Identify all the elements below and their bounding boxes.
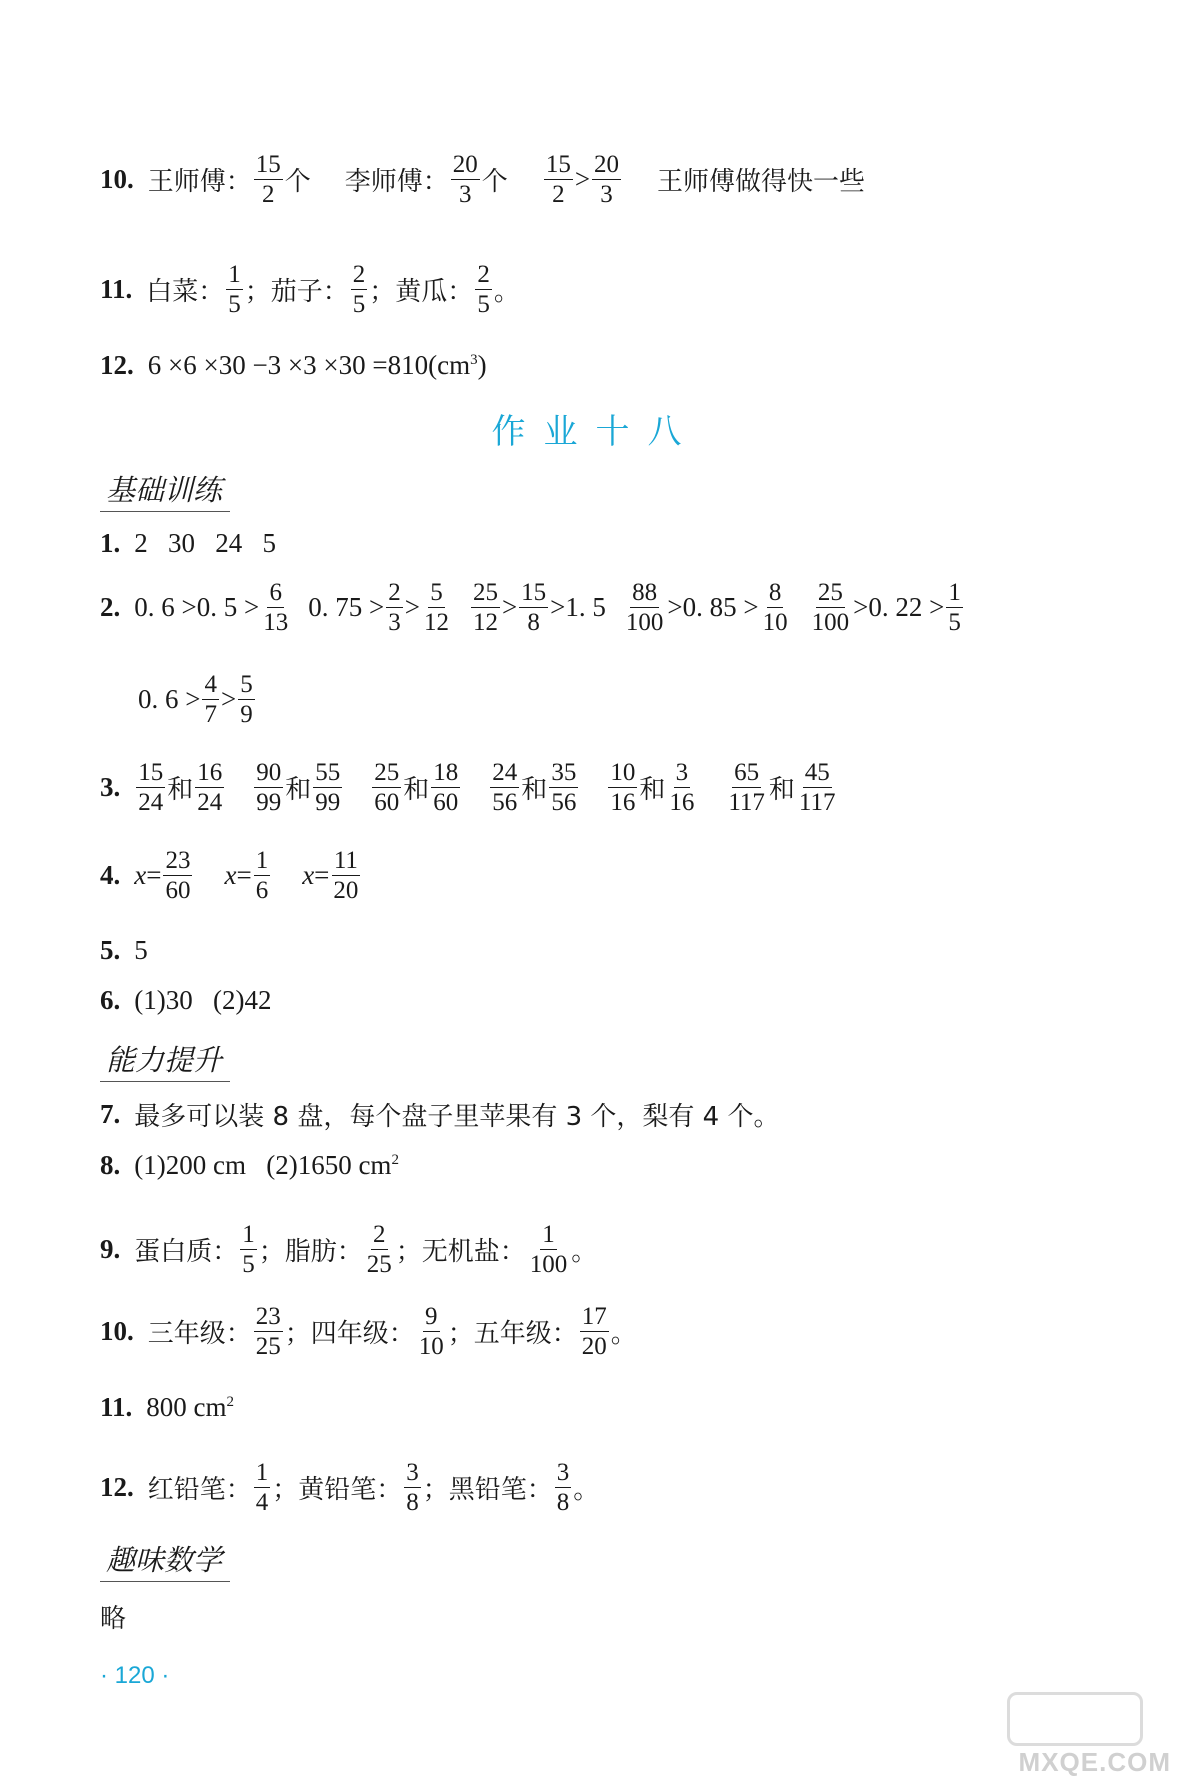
expression: $6 \times 6 \times 30 -3 \times 3 \times 30 =810(cm^3)$	[147, 350, 487, 380]
fraction: $\frac{5}{9}$	[240, 671, 253, 728]
fraction: $\frac{15}{2}$	[545, 151, 571, 208]
watermark-logo	[1007, 1692, 1143, 1746]
connector-he: 和	[768, 775, 795, 805]
fraction: $\frac{55}{99}$	[315, 759, 341, 816]
answer-8	[100, 1150, 399, 1181]
item-number: 10.	[100, 1316, 134, 1346]
answer-text: 最多可以装 8 盘，每个盘子里苹果有 3 个，梨有 4 个。	[134, 1102, 780, 1132]
connector-he: 和	[167, 775, 194, 805]
answer-1	[100, 528, 276, 559]
fraction: $\frac{25}{12}$	[472, 579, 498, 636]
item-number: 9.	[100, 1234, 121, 1264]
operator: >	[574, 164, 591, 194]
fraction: $\frac{9}{10}$	[418, 1303, 444, 1360]
text: 0. 75 >	[308, 592, 385, 622]
text: 红铅笔：	[147, 1475, 252, 1505]
answer-11-top	[100, 262, 520, 317]
answer-12	[100, 1460, 599, 1515]
homework-title: 作业十八	[491, 412, 700, 452]
fraction: $\frac{20}{3}$	[452, 151, 478, 208]
answer-text: 2 30 24 5	[134, 528, 276, 558]
variable-x: x	[224, 860, 237, 890]
operator: >	[220, 684, 237, 714]
answer-fun	[100, 1598, 126, 1635]
text: 王师傅做得快一些	[657, 167, 866, 197]
fraction: $\frac{18}{60}$	[433, 759, 459, 816]
answer-3	[100, 760, 840, 815]
fraction: $\frac{23}{25}$	[255, 1303, 281, 1360]
answer-12-top	[100, 350, 487, 381]
fraction: $\frac{1}{100}$	[529, 1221, 568, 1278]
operator: >	[404, 592, 420, 622]
text: 。	[610, 1319, 637, 1349]
fraction: $\frac{16}{24}$	[197, 759, 223, 816]
text: >1. 5	[550, 592, 606, 622]
item-number: 8.	[100, 1150, 121, 1180]
item-number: 12.	[100, 1472, 134, 1502]
fraction: $\frac{15}{2}$	[255, 151, 281, 208]
watermark: MXQE.COM	[1018, 1747, 1171, 1777]
fraction: $\frac{3}{16}$	[669, 759, 695, 816]
text: ；黑铅笔：	[422, 1475, 553, 1505]
fraction: $\frac{1}{6}$	[255, 847, 269, 904]
item-number: 1.	[100, 528, 121, 558]
fraction: $\frac{20}{3}$	[594, 151, 620, 208]
fraction: $\frac{1}{4}$	[255, 1459, 269, 1516]
text: 白菜：	[146, 277, 225, 307]
page-number: · 120 ·	[100, 1662, 170, 1689]
fraction: $\frac{25}{60}$	[374, 759, 400, 816]
operator: =	[236, 860, 252, 890]
fraction: $\frac{35}{56}$	[551, 759, 577, 816]
text: >0. 22 >	[853, 592, 945, 622]
answer-4	[100, 848, 362, 903]
fraction: $\frac{2}{3}$	[388, 579, 401, 636]
fraction: $\frac{8}{10}$	[762, 579, 788, 636]
fraction: $\frac{11}{20}$	[333, 847, 359, 904]
fraction: $\frac{3}{8}$	[556, 1459, 570, 1516]
text: ；黄铅笔：	[272, 1475, 403, 1505]
answer-9	[100, 1222, 597, 1277]
fraction: $\frac{65}{117}$	[728, 759, 765, 816]
text: 0. 6 >	[138, 684, 201, 714]
section-basic: 基础训练	[100, 468, 230, 512]
fraction: $\frac{90}{99}$	[256, 759, 282, 816]
answer-5	[100, 935, 148, 966]
text: ；无机盐：	[395, 1237, 526, 1267]
item-number: 6.	[100, 985, 121, 1015]
text: 王师傅：	[147, 167, 252, 197]
text: ；脂肪：	[258, 1237, 363, 1267]
answer-11	[100, 1392, 234, 1423]
answer-6	[100, 985, 271, 1016]
fraction: $\frac{1}{5}$	[228, 261, 241, 318]
fraction: $\frac{45}{117}$	[798, 759, 836, 816]
item-number: 7.	[100, 1099, 121, 1129]
text: ；四年级：	[284, 1319, 415, 1349]
text: 。	[493, 277, 520, 307]
fraction: $\frac{1}{5}$	[948, 579, 961, 636]
connector-he: 和	[285, 775, 312, 805]
variable-x: x	[134, 860, 147, 890]
fraction: $\frac{25}{100}$	[811, 579, 850, 636]
text: 李师傅：	[344, 167, 449, 197]
answer-text: 略	[100, 1604, 127, 1634]
item-number: 12.	[100, 350, 134, 380]
fraction: $\frac{5}{12}$	[423, 579, 449, 636]
item-number: 4.	[100, 860, 121, 890]
text: 。	[571, 1237, 598, 1267]
answer-text: 800 $cm^2$	[146, 1392, 235, 1422]
operator: >	[501, 592, 518, 622]
text: 蛋白质：	[134, 1237, 239, 1267]
fraction: $\frac{10}{16}$	[610, 759, 636, 816]
fraction: $\frac{1}{5}$	[242, 1221, 255, 1278]
answer-text: (1)30 (2)42	[134, 985, 272, 1015]
item-number: 2.	[100, 592, 121, 622]
fraction: $\frac{15}{24}$	[138, 759, 164, 816]
fraction: $\frac{24}{56}$	[492, 759, 518, 816]
fraction: $\frac{2}{5}$	[352, 261, 366, 318]
answer-2-cont	[138, 672, 257, 727]
fraction: $\frac{2}{25}$	[366, 1221, 392, 1278]
text: >0. 85 >	[667, 592, 759, 622]
section-ability: 能力提升	[100, 1038, 230, 1082]
text: 。	[573, 1475, 600, 1505]
item-number: 3.	[100, 772, 121, 802]
operator: =	[314, 860, 330, 890]
answer-7	[100, 1096, 779, 1133]
section-fun: 趣味数学	[100, 1538, 230, 1582]
answer-10-top	[100, 152, 865, 207]
answer-text: 5	[134, 935, 148, 965]
item-number: 11.	[100, 274, 133, 304]
text: 三年级：	[147, 1319, 252, 1349]
connector-he: 和	[403, 775, 430, 805]
item-number: 10.	[100, 164, 134, 194]
answer-2	[100, 580, 965, 635]
item-number: 5.	[100, 935, 121, 965]
fraction: $\frac{3}{8}$	[406, 1459, 419, 1516]
text: ；五年级：	[447, 1319, 578, 1349]
item-number: 11.	[100, 1392, 133, 1422]
fraction: $\frac{4}{7}$	[204, 671, 217, 728]
fraction: $\frac{2}{5}$	[477, 261, 490, 318]
fraction: $\frac{88}{100}$	[625, 579, 664, 636]
connector-he: 和	[639, 775, 666, 805]
variable-x: x	[302, 860, 315, 890]
answer-text: (1)200 cm (2)1650 $cm^2$	[134, 1150, 399, 1180]
connector-he: 和	[521, 775, 548, 805]
text: 0. 6 >0. 5 >	[134, 592, 260, 622]
text: ；黄瓜：	[369, 277, 474, 307]
fraction: $\frac{23}{60}$	[165, 847, 191, 904]
answer-10	[100, 1304, 637, 1359]
fraction: $\frac{6}{13}$	[263, 579, 289, 636]
text: 个	[481, 167, 508, 197]
text: ；茄子：	[244, 277, 349, 307]
text: 个	[284, 167, 311, 197]
fraction: $\frac{15}{8}$	[521, 579, 547, 636]
fraction: $\frac{17}{20}$	[581, 1303, 607, 1360]
operator: =	[146, 860, 162, 890]
